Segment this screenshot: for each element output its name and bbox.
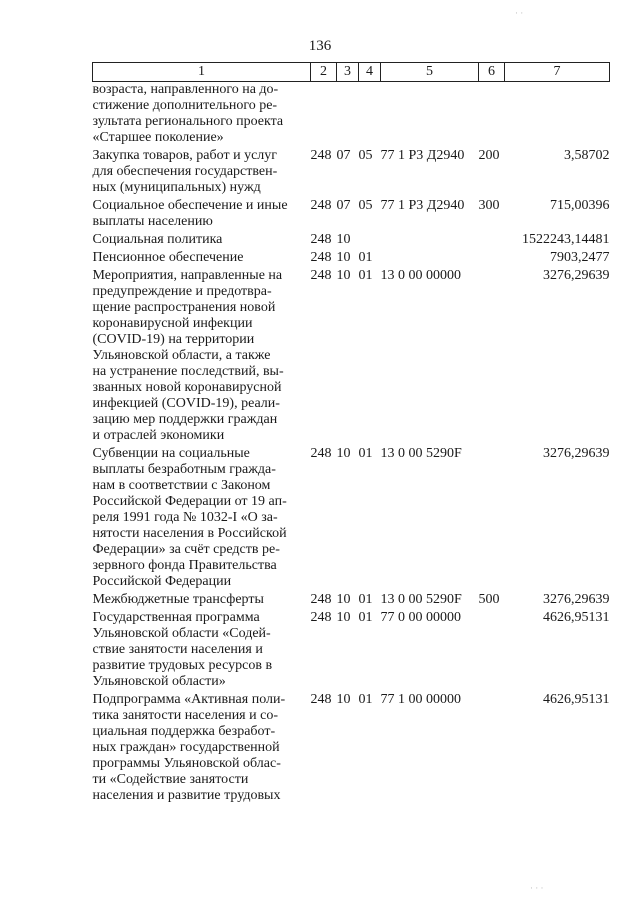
- row-amount: 3,58702: [564, 148, 610, 163]
- row-expense-type: [479, 250, 505, 268]
- row-name: Пенсионное обеспечение: [92, 250, 244, 265]
- row-name: Государственная программа Ульяновской области «Содей- ствие занятости населения и развитие трудовых ресурсов в Ульяновской области»: [92, 610, 273, 689]
- row-subsection-code: 01: [358, 692, 373, 707]
- header-col-5: 5: [381, 63, 479, 82]
- row-section-code: 10: [336, 250, 351, 265]
- scan-speck: · ·: [515, 8, 524, 18]
- row-name: Социальное обеспечение и иные выплаты населению: [92, 198, 288, 229]
- row-ved-code: 248: [310, 268, 332, 283]
- row-section-code: 10: [336, 268, 351, 283]
- row-amount: 4626,95131: [543, 610, 610, 625]
- row-amount: [505, 82, 610, 149]
- table-row: [93, 232, 610, 250]
- row-name: Межбюджетные трансферты: [92, 592, 264, 607]
- row-ved-code: [311, 82, 337, 149]
- row-name: Социальная политика: [92, 232, 223, 247]
- row-expense-type: 300: [478, 198, 500, 213]
- row-subsection-code: [359, 232, 381, 250]
- header-col-7: 7: [505, 63, 610, 82]
- table-row: [93, 198, 610, 232]
- row-section-code: 10: [336, 692, 351, 707]
- row-ved-code: 248: [310, 692, 332, 707]
- header-col-6: 6: [479, 63, 505, 82]
- row-amount: 715,00396: [550, 198, 610, 213]
- table-row: [93, 610, 610, 692]
- row-expense-type: [479, 82, 505, 149]
- row-subsection-code: 01: [358, 610, 373, 625]
- row-amount: 3276,29639: [543, 446, 610, 461]
- row-target-article: [381, 82, 479, 149]
- row-target-article: [381, 250, 479, 268]
- table-row: [93, 446, 610, 592]
- row-expense-type: [479, 610, 505, 692]
- table-row: [93, 148, 610, 198]
- table-row: [93, 268, 610, 446]
- row-amount: 7903,2477: [550, 250, 610, 265]
- row-expense-type: [479, 692, 505, 806]
- row-target-article: 77 1 Р3 Д2940: [380, 148, 465, 163]
- header-col-1: 1: [93, 63, 311, 82]
- row-name: Мероприятия, направленные на предупреждение и предотвра- щение распространения новой коронавирусной инфекции (COVID-19) на территории Ульяновской области, а также на устранение последствий, вы- званных новой коронавирусной инфекцией (COVID-19), реали- зацию мер поддержки граждан и отраслей экономики: [92, 268, 284, 443]
- table-row: [93, 592, 610, 610]
- row-subsection-code: 01: [358, 250, 373, 265]
- header-col-4: 4: [359, 63, 381, 82]
- table-row: [93, 82, 610, 149]
- row-ved-code: 248: [310, 610, 332, 625]
- row-section-code: [337, 82, 359, 149]
- row-amount: 1522243,14481: [522, 232, 610, 247]
- row-section-code: 07: [336, 198, 351, 213]
- row-subsection-code: 05: [358, 148, 373, 163]
- row-section-code: 10: [336, 592, 351, 607]
- row-target-article: 13 0 00 00000: [380, 268, 461, 283]
- row-target-article: 77 1 00 00000: [380, 692, 461, 707]
- budget-table: [92, 62, 610, 806]
- table-row: [93, 250, 610, 268]
- row-expense-type: [479, 232, 505, 250]
- row-expense-type: [479, 268, 505, 446]
- row-expense-type: 500: [478, 592, 500, 607]
- row-ved-code: 248: [310, 250, 332, 265]
- row-target-article: 77 0 00 00000: [380, 610, 461, 625]
- row-name: Подпрограмма «Активная поли- тика занятости населения и со- циальная поддержка безработ- ных граждан» государственной программы Ульяновской облас- ти «Содействие занятости населения и развитие трудовых: [92, 692, 286, 803]
- row-target-article: 77 1 Р3 Д2940: [380, 198, 465, 213]
- row-name: возраста, направленного на до- стижение дополнительного ре- зультата регионального проекта «Старшее поколение»: [92, 82, 284, 145]
- row-ved-code: 248: [310, 198, 332, 213]
- row-section-code: 07: [336, 148, 351, 163]
- row-name: Субвенции на социальные выплаты безработным гражда- нам в соответствии с Законом Российской Федерации от 19 ап- реля 1991 года № 1032-I «О за- нятости населения в Российской Федерации» за счёт средств ре- зервного фонда Правительства Российской Федерации: [92, 446, 287, 589]
- header-col-2: 2: [311, 63, 337, 82]
- row-name: Закупка товаров, работ и услуг для обеспечения государствен- ных (муниципальных) нужд: [92, 148, 278, 195]
- row-subsection-code: 01: [358, 592, 373, 607]
- row-subsection-code: 05: [358, 198, 373, 213]
- row-subsection-code: 01: [358, 446, 373, 461]
- scan-speck: · · ·: [530, 883, 544, 893]
- row-ved-code: 248: [310, 446, 332, 461]
- row-ved-code: 248: [310, 592, 332, 607]
- row-amount: 3276,29639: [543, 268, 610, 283]
- row-amount: 4626,95131: [543, 692, 610, 707]
- row-amount: 3276,29639: [543, 592, 610, 607]
- row-expense-type: 200: [478, 148, 500, 163]
- row-section-code: 10: [336, 446, 351, 461]
- row-section-code: 10: [336, 232, 351, 247]
- row-ved-code: 248: [310, 148, 332, 163]
- row-expense-type: [479, 446, 505, 592]
- row-section-code: 10: [336, 610, 351, 625]
- row-target-article: 13 0 00 5290F: [380, 446, 462, 461]
- row-target-article: [381, 232, 479, 250]
- row-target-article: 13 0 00 5290F: [380, 592, 462, 607]
- header-row: [93, 63, 610, 82]
- row-subsection-code: [359, 82, 381, 149]
- row-ved-code: 248: [310, 232, 332, 247]
- table-row: [93, 692, 610, 806]
- header-col-3: 3: [337, 63, 359, 82]
- row-subsection-code: 01: [358, 268, 373, 283]
- page-number: 136: [308, 38, 332, 54]
